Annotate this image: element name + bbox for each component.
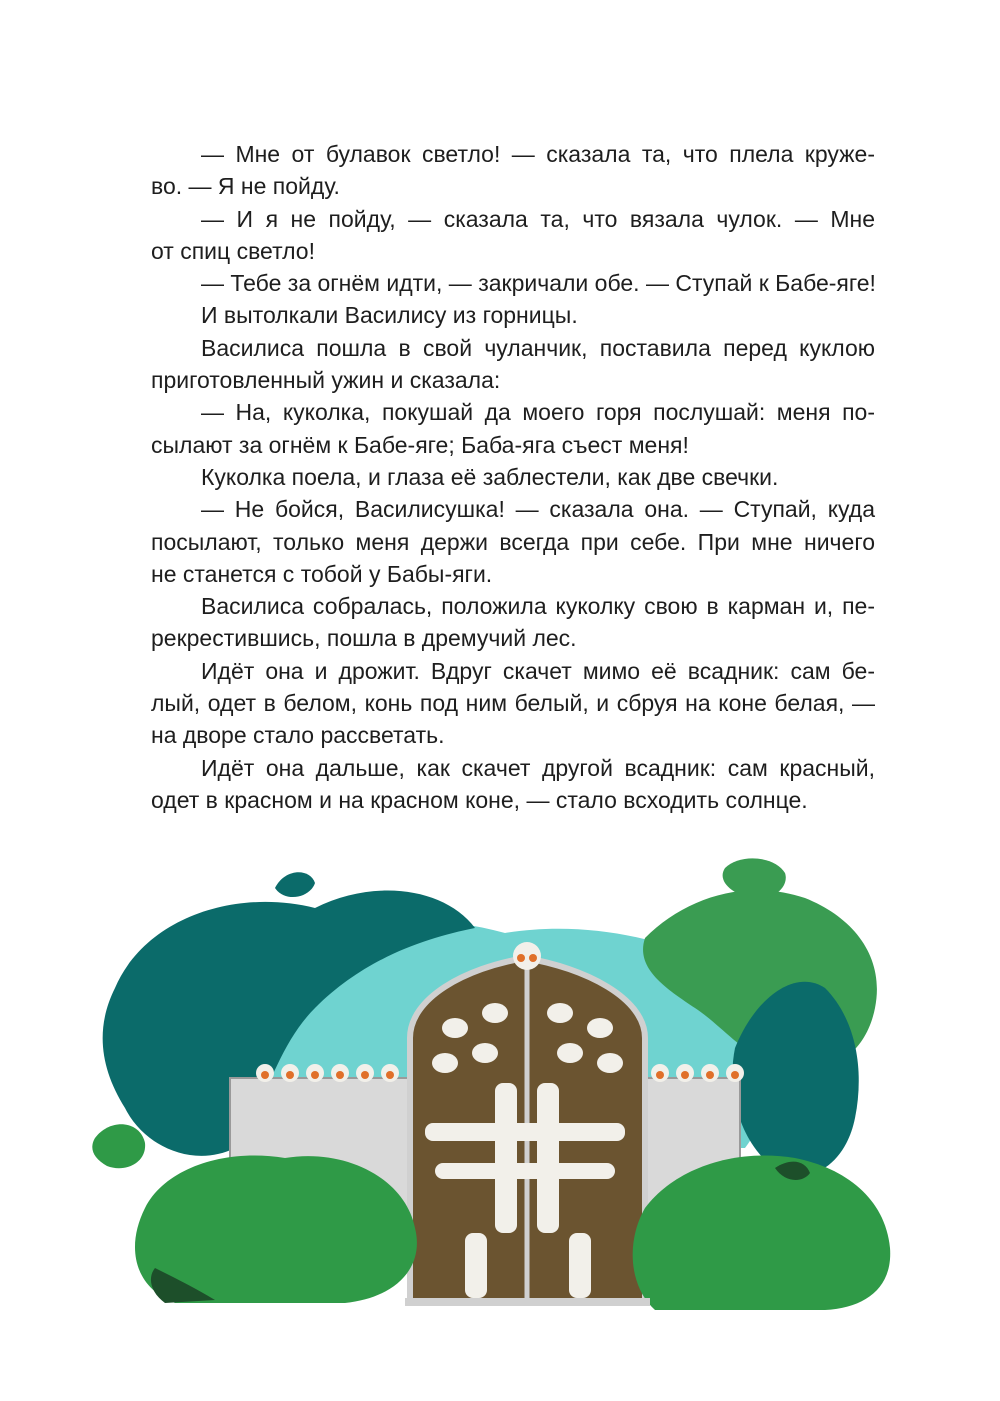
text-line: лый, одет в белом, конь под ним белый, и сбруя на коне белая, — [151, 690, 875, 717]
text-line: Василиса пошла в свой чуланчик, поставила перед куклою [201, 334, 875, 361]
text-line: Идёт она дальше, как скачет другой всадник: сам красный, [201, 754, 875, 781]
ground [405, 1298, 650, 1306]
text-line: — Мне от булавок светло! — сказала та, что плела круже- [201, 141, 875, 167]
text-line: — И я не пойду, — сказала та, что вязала чулок. — Мне [201, 205, 875, 232]
text-line: Идёт она и дрожит. Вдруг скачет мимо её всадник: сам бе- [201, 657, 875, 684]
gate-illustration [85, 848, 915, 1318]
text-line: Василиса собралась, положила куколку свою в карман и, пе- [201, 593, 875, 620]
text-line: посылают, только меня держи всегда при себе. При мне ничего [151, 528, 875, 555]
text-line: Куколка поела, и глаза её заблестели, как две свечки. [201, 463, 779, 490]
text-line: — Не бойся, Василисушка! — сказала она. — Ступай, куда [201, 496, 875, 523]
text-line: одет в красном и на красном коне, — стало всходить солнце. [151, 786, 808, 813]
text-line: И вытолкали Василису из горницы. [201, 302, 578, 329]
story-text [151, 138, 875, 816]
text-line: — На, куколка, покушай да моего горя послушай: меня по- [201, 399, 875, 426]
green-bush-left-small [92, 1124, 145, 1168]
text-line: на дворе стало рассветать. [151, 722, 445, 749]
text-line: рекрестившись, пошла в дремучий лес. [151, 625, 577, 652]
text-line: приготовленный ужин и сказала: [151, 367, 501, 394]
text-line: во. — Я не пойду. [151, 173, 340, 200]
text-line: — Тебе за огнём идти, — закричали обе. — Ступай к Бабе-яге! [201, 270, 876, 297]
teal-bush-top-left [275, 872, 315, 897]
gate-top-skull [513, 942, 541, 970]
text-line: сылают за огнём к Бабе-яге; Баба-яга съест меня! [151, 431, 689, 458]
text-line: от спиц светло! [151, 237, 315, 264]
text-line: не станется с тобой у Бабы-яги. [151, 560, 493, 587]
